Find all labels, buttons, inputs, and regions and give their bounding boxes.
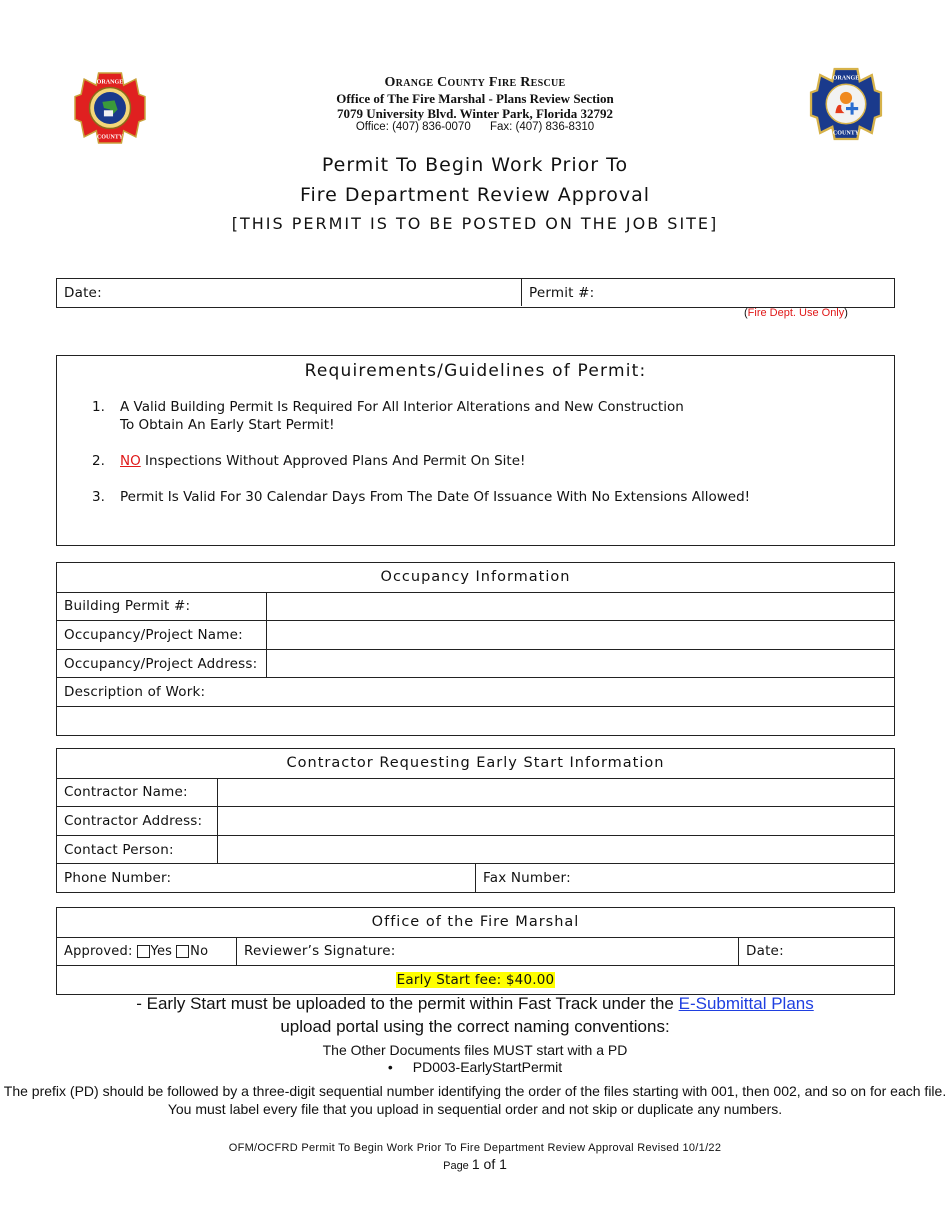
contractor-address-label: Contractor Address: bbox=[64, 812, 203, 829]
svg-text:ORANGE: ORANGE bbox=[96, 79, 124, 86]
description-of-work-label: Description of Work: bbox=[64, 684, 206, 701]
fire-rescue-badge-icon bbox=[808, 66, 884, 142]
requirements-box bbox=[56, 355, 895, 546]
occupancy-info-table bbox=[56, 562, 895, 736]
requirements-list bbox=[57, 398, 894, 506]
review-date-label: Date: bbox=[746, 943, 784, 960]
organization-name: Orange County Fire Rescue bbox=[384, 75, 566, 90]
contact-person-label: Contact Person: bbox=[64, 841, 174, 858]
fax-number-label: Fax Number: bbox=[483, 870, 571, 887]
document-title-line1: Permit To Begin Work Prior To bbox=[321, 154, 629, 176]
fire-dept-use-only-note: (Fire Dept. Use Only) bbox=[744, 307, 848, 319]
reviewer-signature-label: Reviewer’s Signature: bbox=[244, 943, 396, 960]
approved-yes-checkbox[interactable] bbox=[137, 945, 150, 958]
office-address: 7079 University Blvd. Winter Park, Florida 32792 bbox=[337, 106, 613, 121]
contractor-info-title: Contractor Requesting Early Start Information bbox=[286, 755, 665, 772]
project-name-input[interactable] bbox=[266, 621, 894, 649]
contractor-info-table bbox=[56, 748, 895, 893]
fax-number-field[interactable] bbox=[475, 864, 894, 892]
project-address-input[interactable] bbox=[266, 650, 894, 678]
office-fax: Fax: (407) 836-8310 bbox=[489, 121, 595, 133]
fire-marshal-badge-icon bbox=[72, 70, 148, 146]
e-submittal-plans-link[interactable]: E-Submittal Plans bbox=[678, 994, 814, 1013]
upload-instruction-line1: - Early Start must be uploaded to the permit within Fast Track under the E-Submittal Plans bbox=[136, 994, 814, 1013]
office-phone: Office: (407) 836-0070 bbox=[355, 121, 471, 133]
building-permit-input[interactable] bbox=[266, 593, 894, 621]
description-of-work-input[interactable] bbox=[57, 707, 894, 735]
document-title-line2: Fire Department Review Approval bbox=[299, 184, 651, 206]
reviewer-signature-field[interactable] bbox=[236, 938, 738, 966]
project-address-label: Occupancy/Project Address: bbox=[64, 655, 258, 672]
approval-field bbox=[57, 938, 236, 966]
permit-info-box bbox=[56, 278, 895, 308]
requirement-item: 1. A Valid Building Permit Is Required For All Interior Alterations and New Construction To Obtain An Early Start Permit! bbox=[92, 399, 684, 433]
requirement-item: 3. Permit Is Valid For 30 Calendar Days From The Date Of Issuance With No Extensions Allowed! bbox=[92, 489, 751, 505]
approved-no-checkbox[interactable] bbox=[176, 945, 189, 958]
permit-number-label: Permit #: bbox=[529, 284, 595, 301]
phone-number-field[interactable] bbox=[57, 864, 475, 892]
posting-instruction: [THIS PERMIT IS TO BE POSTED ON THE JOB SITE] bbox=[231, 214, 719, 233]
yes-label: Yes bbox=[150, 943, 173, 959]
permit-number-field[interactable] bbox=[521, 279, 894, 306]
svg-text:ORANGE: ORANGE bbox=[832, 75, 860, 82]
form-identifier: OFM/OCFRD Permit To Begin Work Prior To Fire Department Review Approval Revised 10/1/22 bbox=[228, 1142, 722, 1154]
date-label: Date: bbox=[64, 284, 102, 301]
fire-marshal-title: Office of the Fire Marshal bbox=[371, 914, 580, 931]
phone-number-label: Phone Number: bbox=[64, 870, 172, 887]
svg-text:COUNTY: COUNTY bbox=[832, 130, 860, 137]
project-name-label: Occupancy/Project Name: bbox=[64, 626, 243, 643]
office-contact bbox=[250, 121, 700, 133]
office-name: Office of The Fire Marshal - Plans Review Section bbox=[336, 91, 614, 106]
approved-label: Approved: bbox=[64, 943, 133, 959]
building-permit-label: Building Permit #: bbox=[64, 598, 191, 615]
no-label: No bbox=[190, 943, 209, 959]
review-date-field[interactable] bbox=[738, 938, 894, 966]
date-field[interactable] bbox=[57, 279, 521, 306]
contractor-name-input[interactable] bbox=[217, 779, 894, 807]
no-emphasis: NO bbox=[120, 453, 141, 469]
contact-person-input[interactable] bbox=[217, 836, 894, 864]
contractor-address-input[interactable] bbox=[217, 807, 894, 835]
early-start-fee: Early Start fee: $40.00 bbox=[396, 971, 555, 988]
example-filename-item bbox=[0, 1059, 950, 1075]
bullet-icon: • bbox=[387, 1059, 393, 1075]
naming-rule: The Other Documents files MUST start with a PD bbox=[322, 1042, 628, 1058]
contractor-name-label: Contractor Name: bbox=[64, 784, 188, 801]
prefix-explanation: The prefix (PD) should be followed by a three-digit sequential number identifying the order of the files starting with 001, then 002, and so on for each file. You must label every file that you upload in sequential order and not skip or duplicate any numbers. bbox=[3, 1083, 947, 1117]
requirement-item: 2. NO Inspections Without Approved Plans And Permit On Site! bbox=[92, 453, 526, 469]
fire-marshal-table bbox=[56, 907, 895, 995]
page-number: Page 1 of 1 bbox=[443, 1156, 507, 1172]
fee-row bbox=[57, 966, 894, 994]
svg-text:COUNTY: COUNTY bbox=[96, 134, 124, 141]
upload-instruction-line2: upload portal using the correct naming conventions: bbox=[280, 1017, 670, 1036]
occupancy-info-title: Occupancy Information bbox=[380, 569, 571, 586]
requirements-title: Requirements/Guidelines of Permit: bbox=[304, 361, 647, 381]
example-filename: PD003-EarlyStartPermit bbox=[412, 1059, 563, 1075]
